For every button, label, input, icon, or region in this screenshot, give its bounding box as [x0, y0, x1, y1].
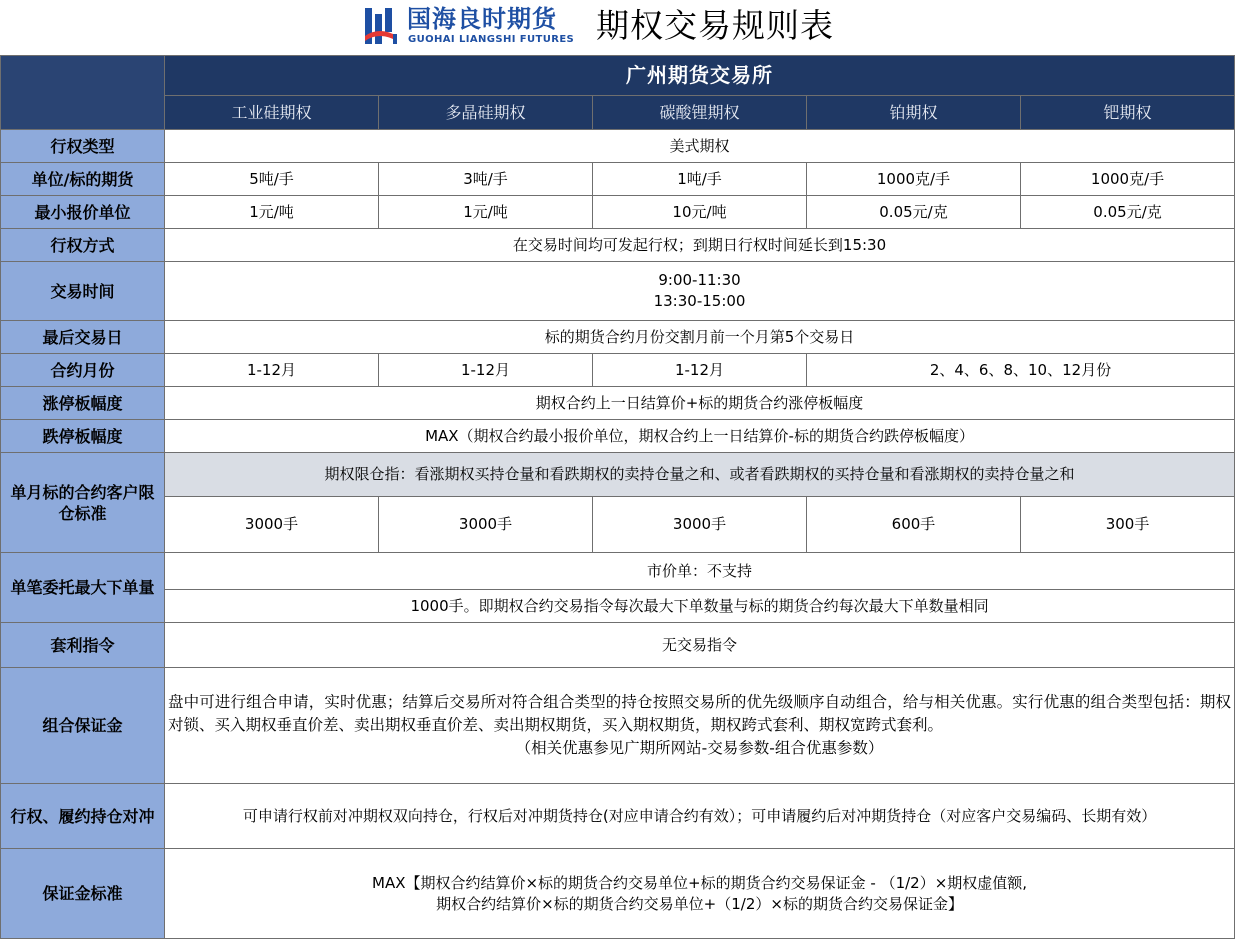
unit-cell: 1000克/手 — [807, 163, 1021, 196]
exercise-method-row — [1, 229, 1235, 262]
row-label: 单月标的合约客户限仓标准 — [1, 453, 165, 553]
position-limit-note-row — [1, 453, 1235, 497]
product-header: 工业硅期权 — [165, 96, 379, 130]
limit-up-value: 期权合约上一日结算价+标的期货合约涨停板幅度 — [165, 387, 1235, 420]
guohai-logo-icon — [363, 6, 399, 46]
limit-down-row — [1, 420, 1235, 453]
trading-hours-morning: 9:00-11:30 — [658, 271, 741, 289]
combo-margin-value — [165, 668, 1235, 784]
tick-row — [1, 196, 1235, 229]
position-limit-cell: 600手 — [807, 497, 1021, 553]
row-label: 最后交易日 — [1, 321, 165, 354]
margin-formula-line-2: 期权合约结算价×标的期货合约交易单位+（1/2）×标的期货合约交易保证金】 — [436, 894, 963, 913]
position-limit-cell: 3000手 — [165, 497, 379, 553]
combo-margin-note: （相关优惠参见广期所网站-交易参数-组合优惠参数） — [515, 739, 884, 757]
unit-row — [1, 163, 1235, 196]
row-label: 行权方式 — [1, 229, 165, 262]
margin-value — [165, 849, 1235, 939]
tick-cell: 0.05元/克 — [807, 196, 1021, 229]
arbitrage-value: 无交易指令 — [165, 623, 1235, 668]
limit-down-value: MAX（期权合约最小报价单位，期权合约上一日结算价-标的期货合约跌停板幅度） — [165, 420, 1235, 453]
row-label: 单笔委托最大下单量 — [1, 553, 165, 623]
offset-row — [1, 784, 1235, 849]
limit-up-row — [1, 387, 1235, 420]
unit-cell: 3吨/手 — [379, 163, 593, 196]
max-order-row-2 — [1, 590, 1235, 623]
max-order-limit: 1000手。即期权合约交易指令每次最大下单数量与标的期货合约每次最大下单数量相同 — [165, 590, 1235, 623]
unit-cell: 5吨/手 — [165, 163, 379, 196]
exercise-method-value: 在交易时间均可发起行权；到期日行权时间延长到15:30 — [165, 229, 1235, 262]
last-trading-day-value: 标的期货合约月份交割月前一个月第5个交易日 — [165, 321, 1235, 354]
tick-cell: 10元/吨 — [593, 196, 807, 229]
max-order-market: 市价单：不支持 — [165, 553, 1235, 590]
exercise-type-row — [1, 130, 1235, 163]
position-limit-values-row — [1, 497, 1235, 553]
corner-cell — [1, 56, 165, 130]
product-header: 碳酸锂期权 — [593, 96, 807, 130]
document-title: 期权交易规则表 — [596, 6, 834, 45]
tick-cell: 1元/吨 — [379, 196, 593, 229]
margin-formula-line-1: MAX【期权合约结算价×标的期货合约交易单位+标的期货合约交易保证金 - （1/2）×期权虚值额, — [372, 873, 1028, 892]
contract-months-cell: 1-12月 — [379, 354, 593, 387]
row-label: 涨停板幅度 — [1, 387, 165, 420]
product-header: 钯期权 — [1021, 96, 1235, 130]
contract-months-cell: 1-12月 — [165, 354, 379, 387]
row-label: 保证金标准 — [1, 849, 165, 939]
offset-value: 可申请行权前对冲期权双向持仓，行权后对冲期货持仓(对应申请合约有效）；可申请履约后对冲期货持仓（对应客户交易编码、长期有效） — [165, 784, 1235, 849]
row-label: 组合保证金 — [1, 668, 165, 784]
row-label: 行权类型 — [1, 130, 165, 163]
exercise-type-value: 美式期权 — [165, 130, 1235, 163]
tick-cell: 1元/吨 — [165, 196, 379, 229]
exchange-name: 广州期货交易所 — [165, 56, 1235, 96]
unit-cell: 1000克/手 — [1021, 163, 1235, 196]
trading-hours-row — [1, 262, 1235, 321]
row-label: 跌停板幅度 — [1, 420, 165, 453]
row-label: 行权、履约持仓对冲 — [1, 784, 165, 849]
contract-months-merged: 2、4、6、8、10、12月份 — [807, 354, 1235, 387]
contract-months-cell: 1-12月 — [593, 354, 807, 387]
exchange-row — [1, 56, 1235, 96]
options-rules-table — [0, 55, 1235, 939]
position-limit-cell: 300手 — [1021, 497, 1235, 553]
tick-cell: 0.05元/克 — [1021, 196, 1235, 229]
trading-hours-value — [165, 262, 1235, 321]
position-limit-note: 期权限仓指：看涨期权买持仓量和看跌期权的卖持仓量之和、或者看跌期权的买持仓量和看涨期权的卖持仓量之和 — [165, 453, 1235, 497]
product-header: 多晶硅期权 — [379, 96, 593, 130]
row-label: 套利指令 — [1, 623, 165, 668]
product-header: 铂期权 — [807, 96, 1021, 130]
max-order-row-1 — [1, 553, 1235, 590]
position-limit-cell: 3000手 — [593, 497, 807, 553]
row-label: 最小报价单位 — [1, 196, 165, 229]
position-limit-cell: 3000手 — [379, 497, 593, 553]
combo-margin-text: 盘中可进行组合申请，实时优惠；结算后交易所对符合组合类型的持仓按照交易所的优先级顺序自动组合，给与相关优惠。实行优惠的组合类型包括：期权对锁、买入期权垂直价差、卖出期权垂直价差、卖出期权期货，买入期权期货，期权跨式套利、期权宽跨式套利。 — [168, 693, 1232, 734]
row-label: 交易时间 — [1, 262, 165, 321]
brand-name-en: GUOHAI LIANGSHI FUTURES — [408, 34, 575, 45]
product-header-row — [1, 96, 1235, 130]
row-label: 合约月份 — [1, 354, 165, 387]
contract-months-row — [1, 354, 1235, 387]
unit-cell: 1吨/手 — [593, 163, 807, 196]
combo-margin-row — [1, 668, 1235, 784]
arbitrage-row — [1, 623, 1235, 668]
last-trading-day-row — [1, 321, 1235, 354]
document-header — [0, 0, 1235, 55]
row-label: 单位/标的期货 — [1, 163, 165, 196]
margin-row — [1, 849, 1235, 939]
trading-hours-afternoon: 13:30-15:00 — [653, 292, 746, 310]
brand-name-cn: 国海良时期货 — [407, 5, 557, 33]
